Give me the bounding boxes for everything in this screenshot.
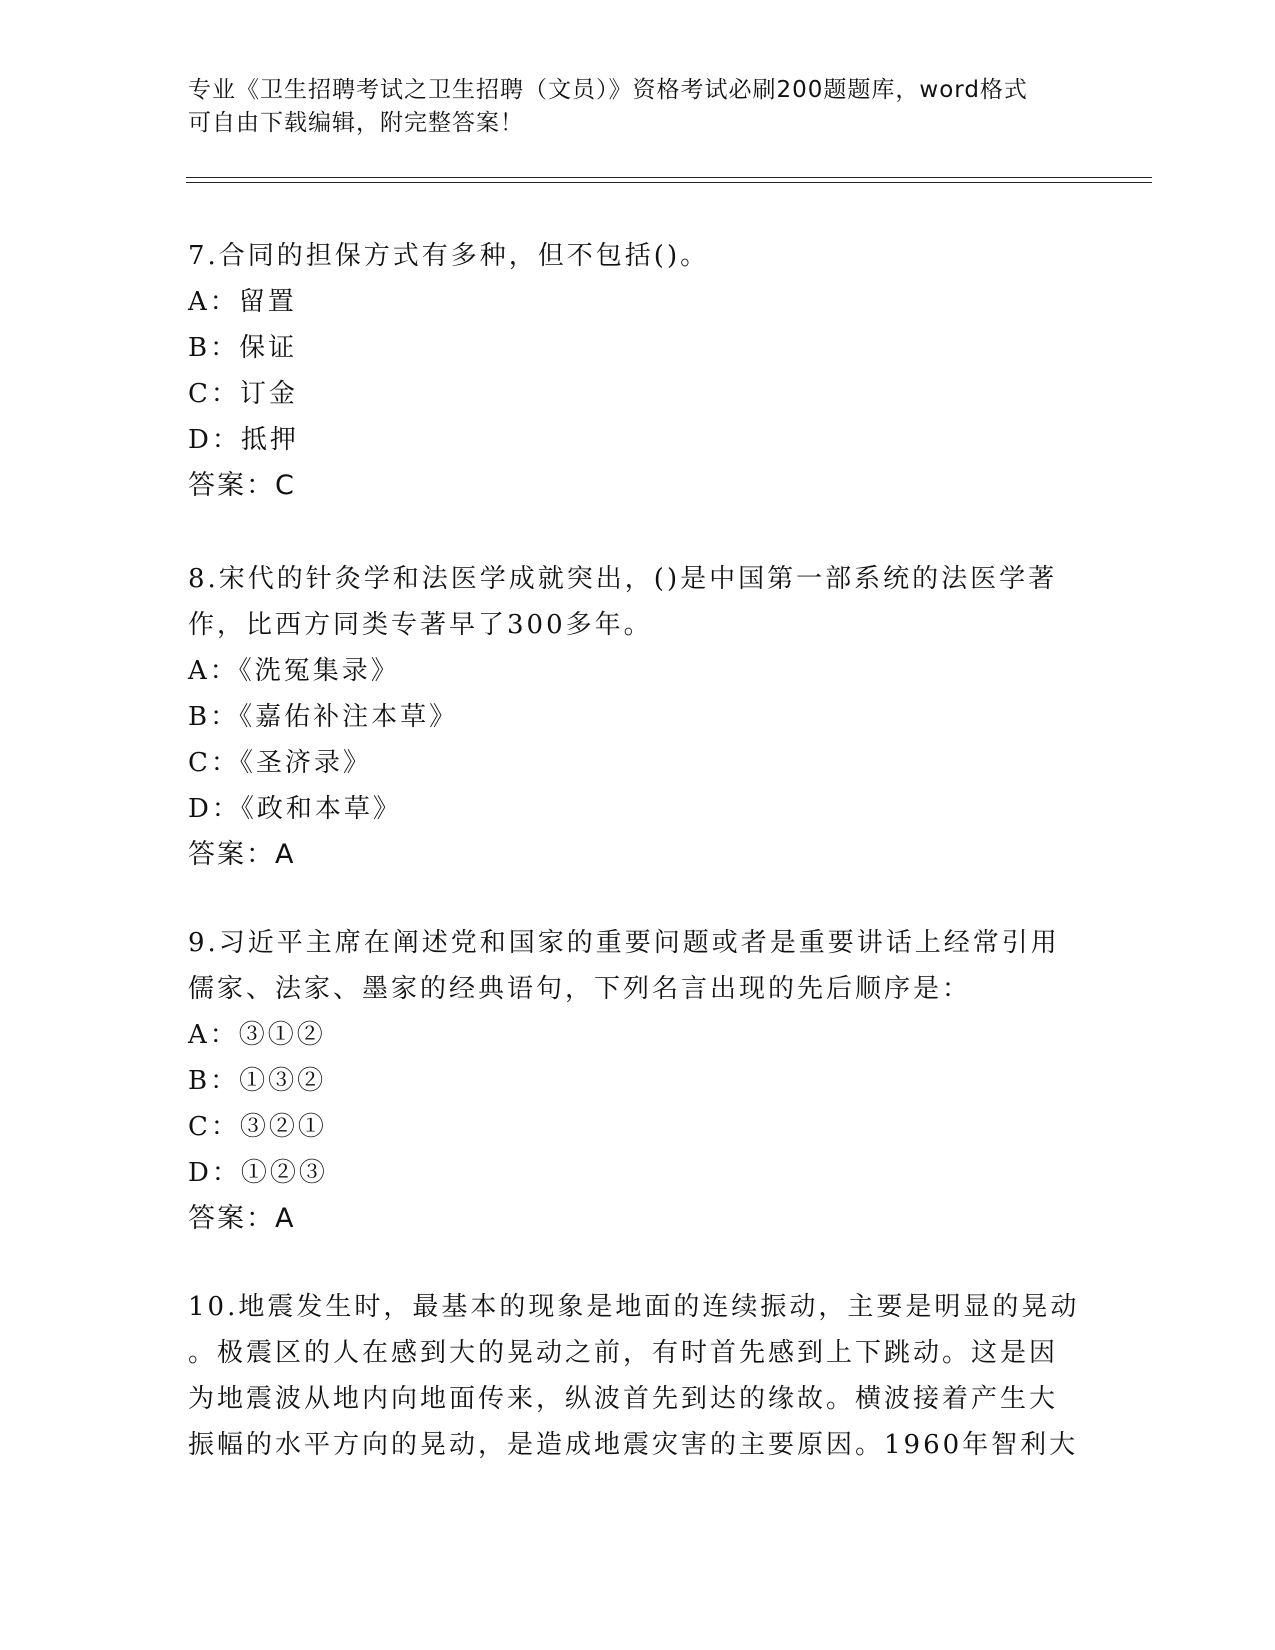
- option-c: C：③②①: [188, 1112, 327, 1142]
- option-c: C：《圣济录》: [188, 748, 372, 778]
- option-b: B：保证: [188, 333, 298, 363]
- header-divider-bottom: [186, 182, 1152, 183]
- option-a: A：③①②: [188, 1020, 326, 1050]
- option-c: C：订金: [188, 379, 298, 409]
- header-divider-top: [186, 177, 1152, 178]
- question-text: 。极震区的人在感到大的晃动之前，有时首先感到上下跳动。这是因: [188, 1338, 1059, 1368]
- question-text: 10.地震发生时，最基本的现象是地面的连续振动，主要是明显的晃动: [188, 1292, 1080, 1322]
- question-text: 8.宋代的针灸学和法医学成就突出，()是中国第一部系统的法医学著: [188, 564, 1058, 594]
- document-header: [188, 74, 1068, 140]
- question-text: 为地震波从地内向地面传来，纵波首先到达的缘故。横波接着产生大: [188, 1384, 1059, 1414]
- option-a: A：《洗冤集录》: [188, 656, 400, 686]
- option-d: D：《政和本草》: [188, 794, 402, 824]
- question-text: 儒家、法家、墨家的经典语句，下列名言出现的先后顺序是：: [188, 974, 972, 1004]
- question-9: [188, 920, 1088, 1242]
- question-7: [188, 233, 1088, 509]
- question-text: 作，比西方同类专著早了300多年。: [188, 610, 653, 640]
- answer: 答案：C: [188, 470, 296, 501]
- answer: 答案：A: [188, 839, 296, 870]
- question-text: 7.合同的担保方式有多种，但不包括()。: [188, 241, 710, 271]
- option-b: B：①③②: [188, 1066, 327, 1096]
- header-line-1: 专业《卫生招聘考试之卫生招聘（文员）》资格考试必刷200题题库，word格式: [188, 77, 1028, 103]
- option-b: B：《嘉佑补注本草》: [188, 702, 459, 732]
- option-d: D：①②③: [188, 1158, 328, 1188]
- question-10: [188, 1284, 1088, 1468]
- question-8: [188, 556, 1088, 878]
- answer: 答案：A: [188, 1203, 296, 1234]
- question-text: 9.习近平主席在阐述党和国家的重要问题或者是重要讲话上经常引用: [188, 928, 1060, 958]
- header-line-2: 可自由下载编辑，附完整答案！: [188, 110, 524, 136]
- option-d: D：抵押: [188, 425, 299, 455]
- question-text: 振幅的水平方向的晃动，是造成地震灾害的主要原因。1960年智利大: [188, 1430, 1079, 1460]
- option-a: A：留置: [188, 287, 297, 317]
